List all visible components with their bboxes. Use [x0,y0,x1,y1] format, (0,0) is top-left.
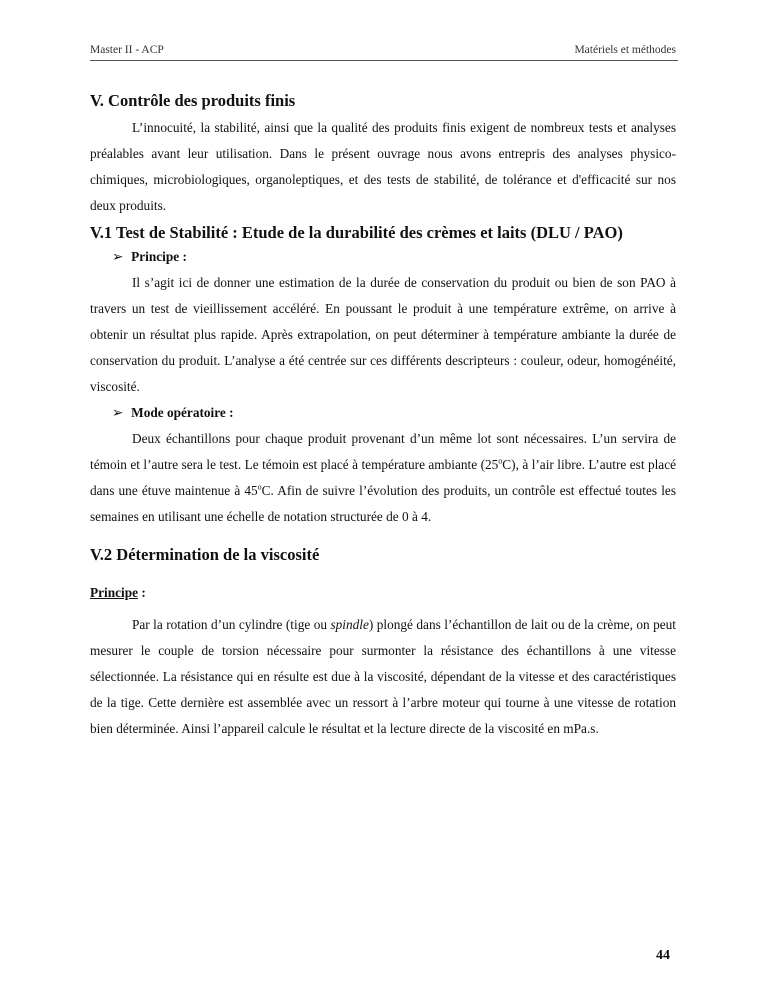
degree-sup-2: o [257,482,262,492]
principe-paragraph: Il s’agit ici de donner une estimation de la durée de conservation du produit ou bien de son PAO à travers un test de vieillissement accéléré. En poussant le produit à une température extrême, on arrive à obtenir un résultat plus rapide. Après extrapolation, on peut déterminer à température ambiante la durée de conservation du produit. L’analyse a été centrée sur ces différents descripteurs : couleur, odeur, homogénéité, viscosité. [90,275,676,394]
v2-text-2: ) plongé dans l’échantillon de lait ou de la crème, on peut mesurer le couple de torsion nécessaire pour surmonter la résistance des échantillons à une vitesse sélectionnée. La résistance qui en résulte est due à la viscosité, dépendant de la vitesse et des caractéristiques de la tige. Cette dernière est assemblée avec un ressort à l’arbre moteur qui tourne à une vitesse de rotation bien déterminée. Ainsi l’appareil calcule le résultat et la lecture directe de la viscosité en mPa.s. [90,617,676,736]
v2-text-italic: spindle [330,617,369,632]
degree-sup-1: o [498,456,503,466]
v2-principe-line [90,580,676,606]
principe-label: Principe : [131,249,187,264]
section-v1-title: V.1 Test de Stabilité : Etude de la durabilité des crèmes et laits (DLU / PAO) [90,223,623,242]
header-left-text: Master II - ACP [90,44,164,56]
page-content [90,90,676,742]
header-right-text: Matériels et méthodes [574,44,676,56]
v2-paragraph [90,612,676,742]
v2-principe-colon: : [138,585,146,600]
section-v-paragraph: L’innocuité, la stabilité, ainsi que la qualité des produits finis exigent de nombreux tests et analyses préalables avant leur utilisation. Dans le présent ouvrage nous avons entrepris des analyses physico-chimiques, microbiologiques, organoleptiques, et des tests de stabilité, de tolérance et d'efficacité sur nos deux produits. [90,120,676,213]
section-v2-title: V.2 Détermination de la viscosité [90,545,320,564]
page-number: 44 [656,948,670,963]
section-v-title: V. Contrôle des produits finis [90,91,296,110]
mode-text-2: C), à l’air libre. L’autre est placé dans une étuve maintenue à 45 [90,457,676,498]
mode-bullet [112,400,676,426]
v2-principe-label: Principe [90,585,139,600]
mode-label: Mode opératoire : [131,405,234,420]
mode-paragraph [90,426,676,530]
page-header [90,42,678,61]
arrow-bullet-icon: ➢ [112,249,124,264]
arrow-bullet-icon: ➢ [112,405,124,420]
mode-text-3: C. Afin de suivre l’évolution des produits, un contrôle est effectué toutes les semaines en utilisant une échelle de notation structurée de 0 à 4. [90,483,676,524]
mode-text-1: Deux échantillons pour chaque produit provenant d’un même lot sont nécessaires. L’un servira de témoin et l’autre sera le test. Le témoin est placé à température ambiante (25 [90,431,676,472]
principe-bullet [112,244,676,270]
v2-text-1: Par la rotation d’un cylindre (tige ou [132,617,331,632]
